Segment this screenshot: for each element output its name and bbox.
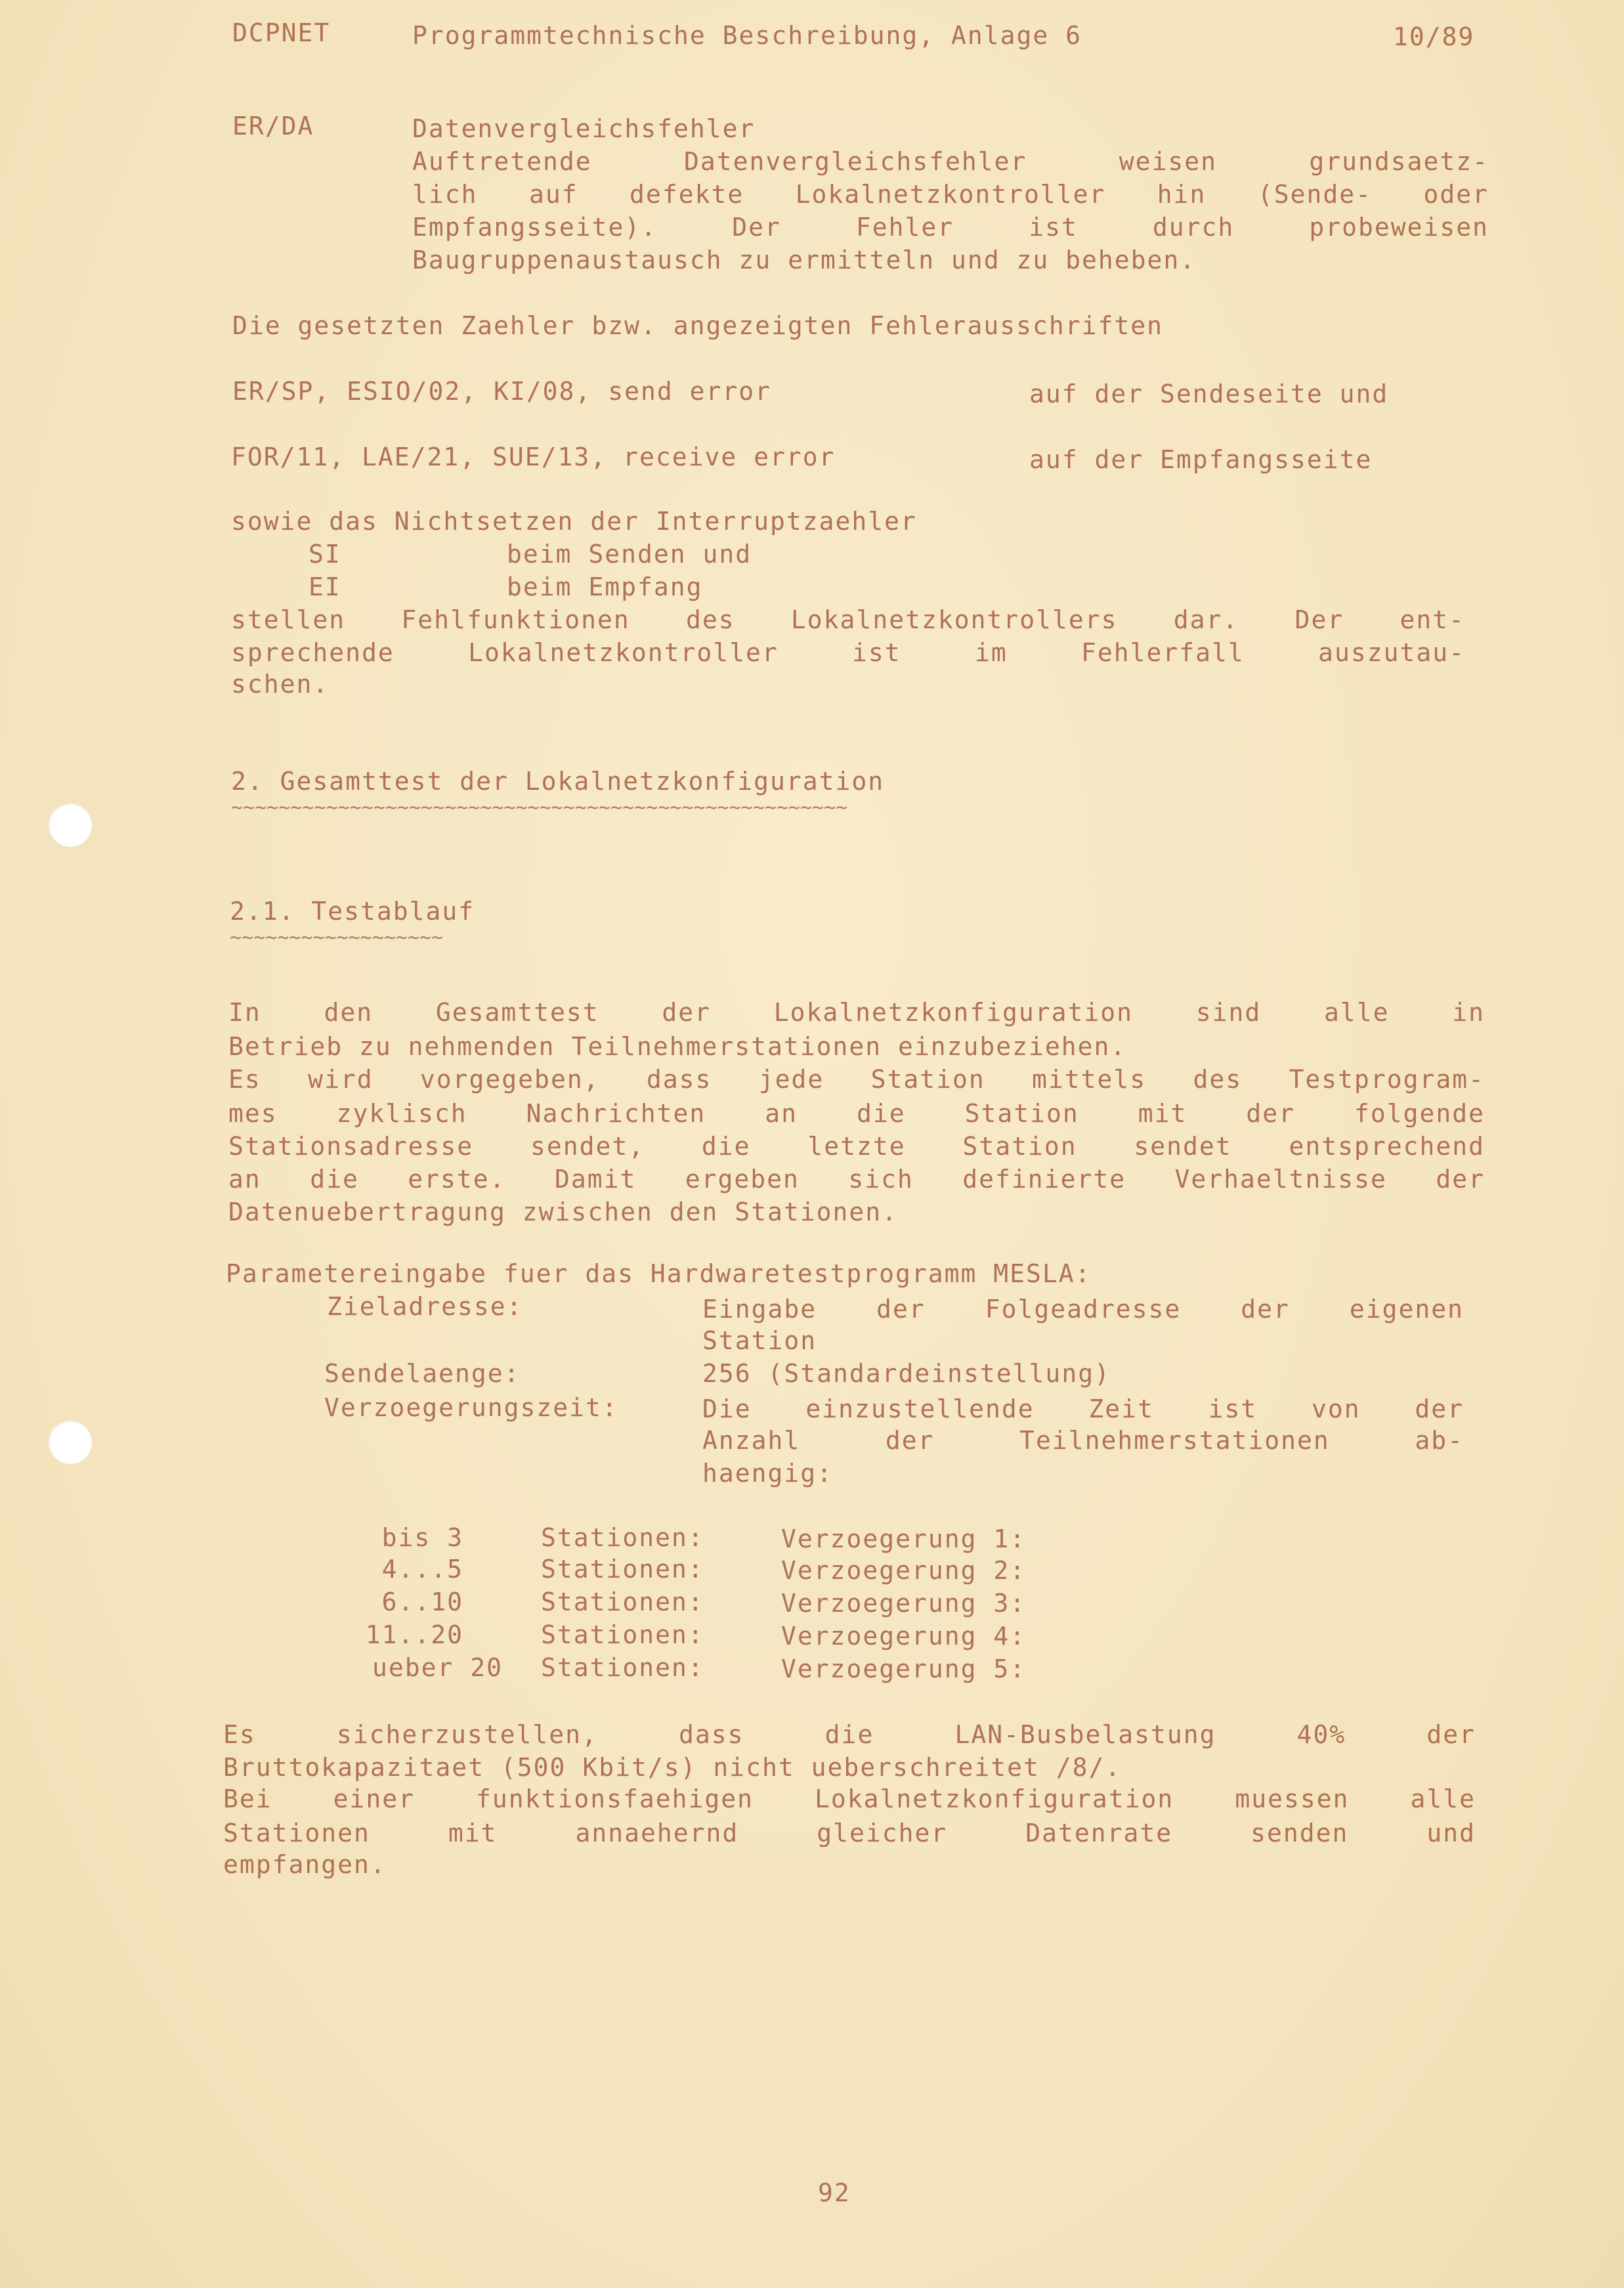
- delay-value: Verzoegerung 1:: [781, 1524, 1027, 1553]
- interrupt-counter-line: sowie das Nichtsetzen der Interruptzaehler: [231, 507, 917, 536]
- delay-stations: Stationen:: [541, 1653, 704, 1682]
- si-label: SI: [309, 540, 341, 569]
- closing-line: empfangen.: [223, 1850, 387, 1879]
- test-paragraph-line: In den Gesamttest der Lokalnetzkonfiguration sind alle in: [228, 998, 1485, 1027]
- delay-range: 4...5: [381, 1555, 463, 1584]
- conclusion-line: stellen Fehlfunktionen des Lokalnetzkontrollers dar. Der ent-: [231, 605, 1465, 634]
- param-label-verzoegerungszeit: Verzoegerungszeit:: [324, 1393, 618, 1422]
- send-side-text: auf der Sendeseite und: [1029, 379, 1389, 408]
- test-paragraph-line: an die erste. Damit ergeben sich definierte Verhaeltnisse der: [228, 1165, 1485, 1194]
- test-paragraph-line: Es wird vorgegeben, dass jede Station mittels des Testprogram-: [228, 1065, 1485, 1094]
- closing-line: Bei einer funktionsfaehigen Lokalnetzkonfiguration muessen alle: [223, 1784, 1476, 1813]
- section-2-1-underline: ~~~~~~~~~~~~~~~~~~: [230, 926, 444, 949]
- punch-hole-bottom: [49, 1421, 92, 1464]
- conclusion-line: sprechende Lokalnetzkontroller ist im Fehlerfall auszutau-: [231, 638, 1465, 667]
- erda-title: Datenvergleichsfehler: [412, 114, 756, 143]
- ei-text: beim Empfang: [507, 572, 703, 601]
- erda-text-line: Auftretende Datenvergleichsfehler weisen grundsaetz-: [412, 147, 1489, 176]
- delay-stations: Stationen:: [541, 1620, 704, 1649]
- parameter-intro: Parametereingabe fuer das Hardwaretestprogramm MESLA:: [226, 1259, 1092, 1288]
- section-2-heading: 2. Gesamttest der Lokalnetzkonfiguration: [231, 767, 885, 796]
- header-title: Programmtechnische Beschreibung, Anlage 6: [412, 21, 1082, 50]
- delay-stations: Stationen:: [541, 1555, 704, 1584]
- erda-text-line: Baugruppenaustausch zu ermitteln und zu beheben.: [412, 246, 1197, 274]
- delay-range: ueber 20: [372, 1653, 503, 1682]
- erda-label: ER/DA: [232, 112, 314, 140]
- param-value-line: Die einzustellende Zeit ist von der: [702, 1394, 1464, 1423]
- closing-line: Es sicherzustellen, dass die LAN-Busbelastung 40% der: [223, 1720, 1476, 1749]
- param-value-line: haengig:: [702, 1459, 834, 1488]
- test-paragraph-line: Datenuebertragung zwischen den Stationen.: [228, 1198, 898, 1226]
- delay-range: 6..10: [381, 1587, 463, 1616]
- delay-stations: Stationen:: [541, 1587, 704, 1616]
- counters-intro: Die gesetzten Zaehler bzw. angezeigten Fehlerausschriften: [232, 311, 1164, 340]
- section-2-1-heading: 2.1. Testablauf: [230, 897, 475, 926]
- delay-value: Verzoegerung 3:: [781, 1589, 1027, 1618]
- page-number: 92: [818, 2178, 851, 2207]
- delay-value: Verzoegerung 5:: [781, 1654, 1027, 1683]
- punch-hole-top: [49, 804, 92, 847]
- test-paragraph-line: mes zyklisch Nachrichten an die Station mit der folgende: [228, 1099, 1485, 1128]
- test-paragraph-line: Stationsadresse sendet, die letzte Station sendet entsprechend: [228, 1132, 1485, 1161]
- test-paragraph-line: Betrieb zu nehmenden Teilnehmerstationen einzubeziehen.: [228, 1032, 1127, 1061]
- header-date: 10/89: [1393, 22, 1475, 51]
- receive-error-codes: FOR/11, LAE/21, SUE/13, receive error: [231, 442, 836, 471]
- closing-line: Stationen mit annaehernd gleicher Datenrate senden und: [223, 1819, 1476, 1847]
- param-value-line: Eingabe der Folgeadresse der eigenen: [702, 1295, 1464, 1324]
- erda-text-line: lich auf defekte Lokalnetzkontroller hin (Sende- oder: [412, 180, 1489, 209]
- section-2-underline: ~~~~~~~~~~~~~~~~~~~~~~~~~~~~~~~~~~~~~~~~~~~~~~~~~~~~: [231, 796, 848, 819]
- send-error-codes: ER/SP, ESIO/02, KI/08, send error: [232, 377, 771, 406]
- ei-label: EI: [309, 572, 341, 601]
- delay-stations: Stationen:: [541, 1523, 704, 1552]
- param-value-line: 256 (Standardeinstellung): [702, 1359, 1111, 1388]
- param-label-zieladresse: Zieladresse:: [327, 1292, 523, 1321]
- delay-range: bis 3: [381, 1523, 463, 1552]
- delay-range: 11..20: [365, 1620, 463, 1649]
- param-value-line: Station: [702, 1326, 817, 1355]
- closing-line: Bruttokapazitaet (500 Kbit/s) nicht ueberschreitet /8/.: [223, 1753, 1122, 1782]
- header-left: DCPNET: [232, 18, 331, 47]
- delay-value: Verzoegerung 2:: [781, 1556, 1027, 1585]
- param-value-line: Anzahl der Teilnehmerstationen ab-: [702, 1426, 1464, 1455]
- delay-value: Verzoegerung 4:: [781, 1622, 1027, 1651]
- receive-side-text: auf der Empfangsseite: [1029, 445, 1373, 474]
- param-label-sendelaenge: Sendelaenge:: [324, 1359, 521, 1388]
- si-text: beim Senden und: [507, 540, 752, 569]
- conclusion-line: schen.: [231, 670, 330, 699]
- erda-text-line: Empfangsseite). Der Fehler ist durch probeweisen: [412, 213, 1489, 242]
